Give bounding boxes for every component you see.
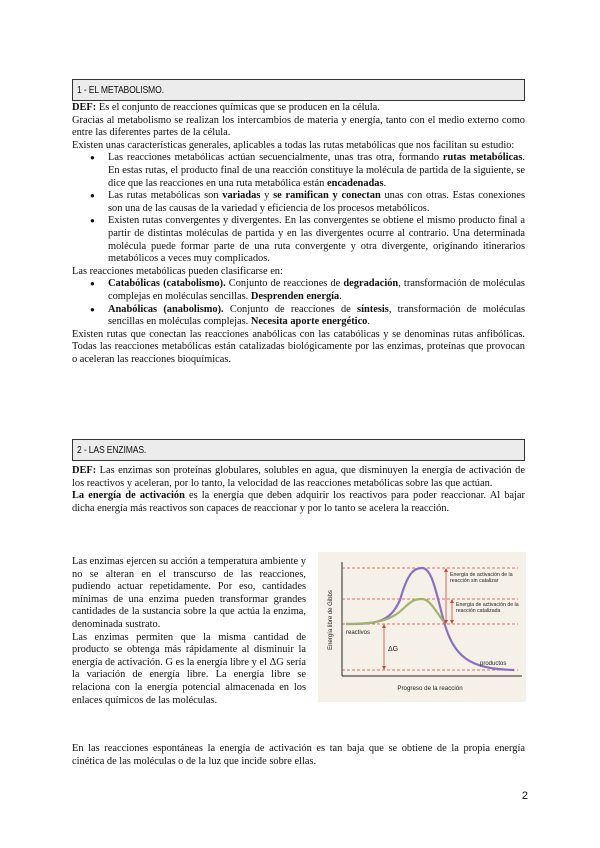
def-text: Es el conjunto de reacciones químicas que se producen en la célula. — [96, 102, 380, 113]
section-header-metabolismo — [72, 79, 525, 101]
paragraph: Las reacciones metabólicas pueden clasificarse en: — [72, 265, 283, 277]
uncat-label: Energía de activación de la reacción sin catalizar — [450, 572, 513, 585]
list-item: ● Anabólicas (anabolismo). Conjunto de reacciones de síntesis, transformación de moléculas sencillas en moléculas complejas. Necesita aporte energético. — [72, 304, 525, 329]
delta-g-label: ΔG — [388, 646, 399, 653]
list-item: ● Las rutas metabólicas son variadas y se ramifican y conectan unas con otras. Estas conexiones son una de las causas de la variedad y eficiencia de los procesos metabólicos. — [72, 190, 525, 215]
paragraph: Existen rutas que conectan las reacciones anabólicas con las catabólicas y se denominas rutas anfibólicas. Todas las reacciones metabólicas están catalizadas biológicamente por las enzimas, proteínas que provocan o aceleran las reacciones bioquímicas. — [72, 328, 525, 365]
section-header-enzimas — [72, 439, 525, 461]
definition: DEF: Las enzimas son proteínas globulares, solubles en agua, que disminuyen la energía de activación de los reactivos y aceleran, por lo tanto, la velocidad de las reacciones metabólicas sobre las que actúan. — [72, 465, 525, 489]
list-item: ● Las reacciones metabólicas actúan secuencialmente, unas tras otra, formando rutas metabólicas. En estas rutas, el producto final de una reacción constituye la molécula de partida de la siguiente, se dice que las reacciones en una ruta metabólica están encadenadas. — [72, 152, 525, 190]
productos-label: productos — [480, 661, 507, 667]
list-item: ● Catabólicas (catabolismo). Conjunto de reacciones de degradación, transformación de moléculas complejas en moléculas sencillas. Desprenden energía. — [72, 278, 525, 303]
reactivos-label: reactivos — [346, 630, 371, 636]
paragraph: Existen unas características generales, aplicables a todas las rutas metabólicas que nos facilitan su estudio: — [72, 139, 515, 151]
section-title: 2 - LAS ENZIMAS. — [77, 444, 147, 456]
paragraph: Las enzimas permiten que la misma cantidad de producto se obtenga más rápidamente al disminuir la energía de activación. G es la energía libre y el ΔG sería la variación de energía libre. La energía libre se relaciona con la energía potencial almacenada en los enlaces químicos de las moléculas. — [72, 631, 306, 706]
paragraph: La energía de activación es la energía que deben adquirir los reactivos para poder reaccionar. Al bajar dicha energía más reactivos son capaces de reaccionar y por lo tanto se acelera la reacción. — [72, 490, 525, 514]
uncat-label-box — [450, 572, 522, 596]
x-axis-label: Progreso de la reacción — [397, 685, 463, 692]
y-axis-label: Energía libre de Gibbs — [328, 590, 334, 650]
paragraph: En las reacciones espontáneas la energía de activación es tan baja que se obtiene de la propia energía cinética de las moléculas o de la luz que incide sobre ellas. — [72, 743, 525, 767]
enzimas-side-text — [72, 556, 306, 707]
paragraph: Las enzimas ejercen su acción a temperatura ambiente y no se alteran en el transcurso de las reacciones, pudiendo actuar repetidamente. Por eso, cantidades mínimas de una enzima pueden transformar grandes cantidades de la sustancia sobre la que actúa la enzima, denominada sustrato. — [72, 556, 306, 630]
list-item: ● Existen rutas convergentes y divergentes. En las convergentes se obtiene el mismo producto final a partir de distintas moléculas de partida y en las divergentes ocurre al contrario. Una determinada molécula puede formar parte de una ruta convergente y otra divergente, originando itinerarios metabólicos a veces muy complicados. — [72, 215, 525, 265]
section-body-enzimas — [72, 465, 525, 515]
closing-paragraph — [72, 743, 525, 768]
section-title: 1 - EL METABOLISMO. — [77, 84, 164, 96]
activation-energy-figure — [318, 552, 526, 702]
cat-label: Energía de activación de la reacción catalizada — [456, 602, 519, 615]
bullet-list — [72, 152, 525, 265]
paragraph: Gracias al metabolismo se realizan los intercambios de materia y energía, tanto con el medio externo como entre las diferentes partes de la célula. — [72, 114, 525, 139]
cat-label-box — [456, 602, 522, 622]
page-number: 2 — [521, 790, 528, 802]
definition — [72, 102, 525, 115]
bullet-list — [72, 278, 525, 328]
section-body-metabolismo — [72, 102, 525, 366]
def-label: DEF: — [72, 102, 97, 113]
